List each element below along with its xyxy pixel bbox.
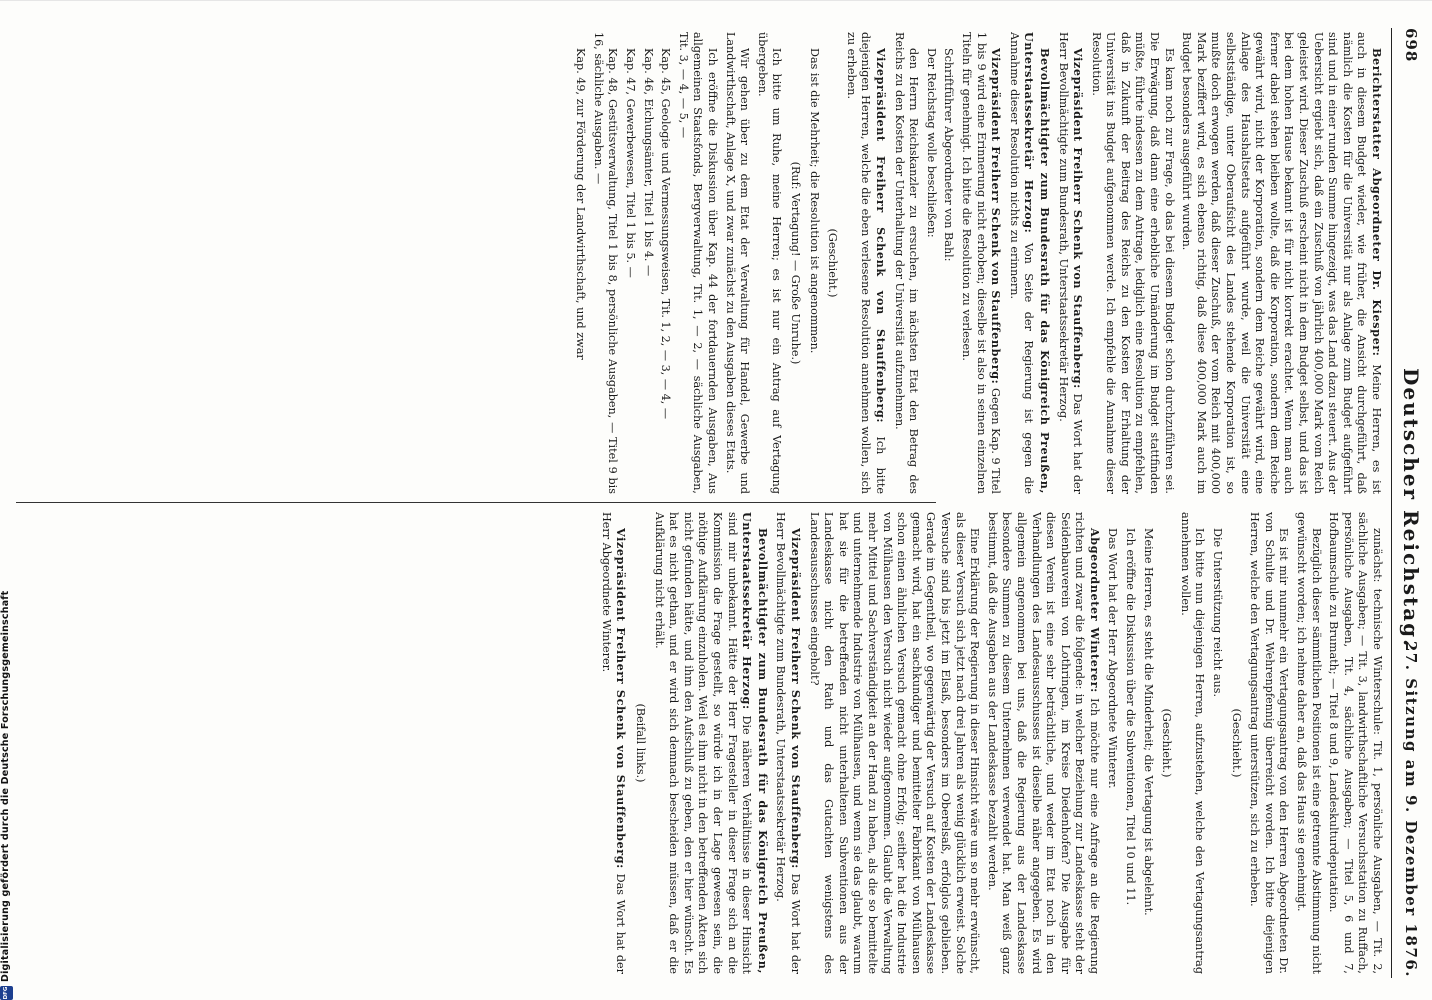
text-paragraph: zunächst: technische Winterschule: Tit. 1, persönliche Ausgaben, — Tit. 2, sächliche Ausgaben; — Tit. 3, landwirthschaftliche Versuchsstation zu Ruffach, persönliche Ausgaben, Tit. 4, sächliche Ausgaben; — Titel 5, 6 und 7, Hofbaumschule zu Brumath; — Titel 8 und 9, Landeskulturdeputation.	[1327, 512, 1384, 974]
text-paragraph: Es ist mir nunmehr ein Vertagungsantrag von den Herren Abgeordneten Dr. von Schulte und Dr. Wehrenpfennig überreicht worden. Ich bitte diejenigen Herren, welche den Vertagungsantrag unterstützen, sich zu erheben.	[1248, 512, 1291, 974]
text-paragraph: Die Unterstützung reicht aus.	[1211, 528, 1225, 698]
text-paragraph: Kap. 48, Gestütsverwaltung, Titel 1 bis 8, persönliche Ausgaben, — Titel 9 bis 16, sächliche Ausgaben. —	[591, 32, 620, 494]
speech-paragraph	[958, 32, 1003, 494]
speaker-name: Berichterstatter Abgeordneter Dr. Kiesper:	[1370, 48, 1384, 357]
text-paragraph: Schriftführer Abgeordneter von Bahl:	[942, 48, 956, 262]
speech-text: Von Seite der Regierung ist gegen die Annahme dieser Resolution nichts zu erinnern.	[1007, 32, 1036, 494]
stage-direction: (Ruf: Vertagung! — Große Unruhe.)	[789, 161, 803, 365]
speech-paragraph	[1006, 32, 1052, 494]
text-paragraph: Kap. 47, Gewerbewesen, Titel 1 bis 5. —	[624, 48, 638, 278]
speech-text: Das Wort hat der Herr Bevollmächtigte zum Bundesrath, Unterstaatssekretär Herzog.	[1056, 32, 1085, 494]
text-paragraph: Der Reichstag wolle beschließen:	[924, 48, 938, 238]
text-paragraph: Kap. 46, Eichungsämter, Titel 1 bis 4. —	[641, 48, 655, 277]
speech-text: Ich bitte diejenigen Herren, welche die eben verlesene Resolution annehmen wollen, sich zu erheben.	[844, 32, 887, 494]
text-paragraph: Kap. 49, zur Förderung der Landwirthschaft, und zwar	[574, 48, 588, 360]
speech-text: Die näheren Verhältnisse in dieser Hinsicht sind mir unbekannt. Hätte der Herr Fragesteller in dieser Frage sich an die Kommission die Frage gestellt, so würde ich in der Lage gewesen sein, die nöthige Aufklärung einzuholen. Weil es ihm nicht in den betreffenden Akten sich nicht gefunden hätte, und ihm den Aufschluß zu geben, den er hier wünscht. Es hat es nicht gethan, und er wird sich demnach bescheiden müssen, daß er die Aufklärung nicht erhält.	[652, 512, 754, 974]
speaker-name: Vizepräsident Freiherr Schenk von Stauffenberg:	[789, 528, 804, 869]
speech-paragraph	[1179, 32, 1384, 494]
speaker-name: Bevollmächtigter zum Bundesrath für das Königreich Preußen, Unterstaatssekretär Herzog:	[740, 512, 770, 974]
speech-text: Das Wort hat der Herr Abgeordnete Winterer.	[599, 512, 628, 974]
running-title: Deutscher Reichstag.	[1399, 368, 1423, 649]
text-paragraph: Das ist die Mehrheit; die Resolution ist angenommen.	[807, 48, 821, 354]
stage-direction: (Beifall links.)	[634, 703, 648, 783]
speech-text: Das Wort hat der Herr Bevollmächtigte zum Bundesrath, Unterstaatssekretär Herzog.	[774, 512, 803, 974]
digitization-credit	[0, 0, 14, 1000]
speaker-name: Vizepräsident Freiherr Schenk von Stauffenberg:	[989, 48, 1004, 385]
speaker-name: Vizepräsident Freiherr Schenk von Stauffenberg:	[1071, 48, 1086, 389]
speaker-name: Vizepräsident Freiherr Schenk von Stauffenberg:	[614, 528, 629, 869]
speech-paragraph	[598, 512, 628, 974]
speech-text: Gegen Kap. 9 Titel 1 bis 9 wird eine Erinnerung nicht erhoben; dieselbe ist also in seinen einzelnen Titeln für genehmigt. Ich bitte die Resolution zu verlesen.	[959, 32, 1003, 494]
credit-text: Digitalisierung gefördert durch die Deutsche Forschungsgemeinschaft	[0, 590, 11, 982]
speech-paragraph	[843, 32, 888, 494]
text-paragraph: Ich eröffne die Diskussion über Kap. 44 der fortdauernden Ausgaben, Aus allgemeinen Staatsfonds, Bergverwaltung, Tit. 1, — 2, — sächliche Ausgaben, Tit. 3, — 4, — 5, —	[676, 32, 720, 494]
speech-text: Meine Herren, es ist auch in diesem Budget wieder, wie früher, die Ansicht durchgeführt, daß nämlich die Kosten für die Universität nur als Anlage zum Budget aufgeführt sind und in einer runden Summe hingezeigt, was das Land dazu steuert. Aus der Uebersicht ergiebt sich, daß ein Zuschuß von jährlich 400,000 Mark vom Reich geleistet wird. Dieser Zuschuß erscheint nicht in dem Budget selbst, und das ist bei dem hohen Hause bekannt ist für nicht korrekt erachtet. Wenn man auch ferner dabei stehen bleiben wollte, daß die Korporation, sondern dem Reiche gewährt wird, nicht der Korporation, sondern dem Reiche gewährt wird, eine Anlage des Haushaltsetats aufgeführt wurde, weil die Universität eine selbstständige, unter Oberaufsicht des Landes stehende Korporation ist, so mußte doch erwogen werden, daß dieser Zuschuß, der vom Reich mit 400,000 Mark beziffert wird, es sich ebenso richtig, daß diese 400,000 Mark auch im Budget besonders ausgeführt wurden.	[1180, 32, 1383, 494]
left-text-column	[24, 32, 1384, 494]
text-paragraph: Wir gehen über zu dem Etat der Verwaltung für Handel, Gewerbe und Landwirthschaft, Anlage X, und zwar zunächst zu den Ausgaben dieses Etats.	[723, 32, 752, 494]
text-paragraph: Ich bitte nun diejenigen Herren, aufzustehen, welche den Vertagungsantrag annehmen wollen.	[1178, 512, 1207, 974]
session-title: 27. Sitzung am 9. Dezember 1876.	[1402, 640, 1420, 978]
speech-paragraph	[1055, 32, 1085, 494]
text-paragraph: Es kam noch zur Frage, ob das bei diesem Budget schon durchzuführen sei. Die Erwägung, daß dann eine erhebliche Umänderung im Budget stattfinden müßte, führte indessen zu dem Antrage, lediglich eine Resolution zu empfehlen, daß in Zukunft der Beitrag des Reichs zu den Kosten der Erhaltung der Universität ins Budget aufgenommen werde. Ich empfehle die Annahme dieser Resolution.	[1089, 32, 1176, 494]
text-paragraph: Meine Herren, es steht die Minderheit; die Vertagung ist abgelehnt.	[1141, 528, 1155, 916]
page-number: 698	[1402, 28, 1420, 63]
right-text-column	[24, 512, 1384, 974]
stage-direction: (Geschieht.)	[1229, 708, 1243, 778]
stage-direction: (Geschieht.)	[826, 228, 840, 298]
page-header	[1391, 28, 1426, 978]
dfg-logo-icon: DFG	[0, 986, 13, 1000]
text-paragraph: den Herrn Reichskanzler zu ersuchen, im nächsten Etat den Betrag des Reichs zu den Kosten der Unterhaltung der Universität aufzunehmen.	[892, 32, 921, 494]
text-paragraph: Das Wort hat der Herr Abgeordnete Winterer.	[1106, 528, 1120, 789]
text-paragraph: Ich eröffne die Diskussion über die Subventionen, Titel 10 und 11.	[1124, 528, 1138, 906]
speaker-name: Vizepräsident Freiherr Schenk von Stauffenberg:	[874, 48, 888, 424]
speaker-name: Bevollmächtigter zum Bundesrath für das Königreich Preußen, Unterstaatssekretär Herzog:	[1022, 32, 1052, 494]
text-paragraph: Bezüglich dieser sämmtlichen Positionen ist eine getrennte Abstimmung nicht gewünscht worden; ich nehme daher an, daß das Haus sie genehmigt.	[1295, 512, 1323, 974]
speech-paragraph	[651, 512, 770, 974]
speech-paragraph	[773, 512, 803, 974]
column-divider	[16, 502, 936, 503]
stage-direction: (Geschieht.)	[1160, 708, 1174, 778]
text-paragraph: Ich bitte um Ruhe, meine Herren; es ist nur ein Antrag auf Vertagung übergeben.	[755, 32, 784, 494]
speaker-name: Abgeordneter Winterer:	[1087, 528, 1102, 693]
speech-text: Ich möchte nur eine Anfrage an die Regierung richten und zwar die folgende: in welcher Beziehung zur Landeskasse steht der Seidenbauverein von Lothringen, im Kreise Diedenhofen? Die Ausgabe für diesen Verein ist eine sehr beträchtliche, und weder im Etat noch in den Verhandlungen des Landesausschusses ist dieselbe näher angegeben. Es wird allgemein angenommen bei uns, daß die Regierung aus der Landeskasse besondere Summen zu diesem Unternehmen verwendet hat. Man weiß ganz bestimmt, daß die Ausgaben aus der Landeskasse bezahlt werden.	[985, 512, 1101, 974]
speech-paragraph	[984, 512, 1102, 974]
text-paragraph: Eine Erklärung der Regierung in dieser Hinsicht wäre um so mehr erwünscht, als dieser Versuch sich jetzt nach drei Jahren als wenig glücklich erweist. Solche Versuche sind bis jetzt im Elsaß, besonders im Oberelsaß, erfolglos geblieben. Gerade im Gegentheil, wo gegenwärtig der Versuch auf Kosten der Landeskasse gemacht wird, hat ein sachkundiger und bemittelter Fabrikant von Mülhausen schon einen ähnlichen Versuch gemacht ohne Erfolg; seither hat die Industrie von Mülhausen den Versuch nicht wieder aufgenommen. Glaubt die Verwaltung mehr Mittel und Sachverständigkeit an der Hand zu haben, als die so bemittelte und unternehmende Industrie von Mülhausen, und wenn sie das glaubt, warum hat sie für die betreffenden nicht unterhaltenen Subventionen aus der Landeskasse nicht den Rath und das Gutachten wenigstens des Landesausschusses eingeholt?	[807, 512, 982, 974]
text-paragraph: Kap. 45, Geologie und Vermessungsweisen, Tit. 1, 2, — 3, — 4, —	[659, 48, 673, 420]
